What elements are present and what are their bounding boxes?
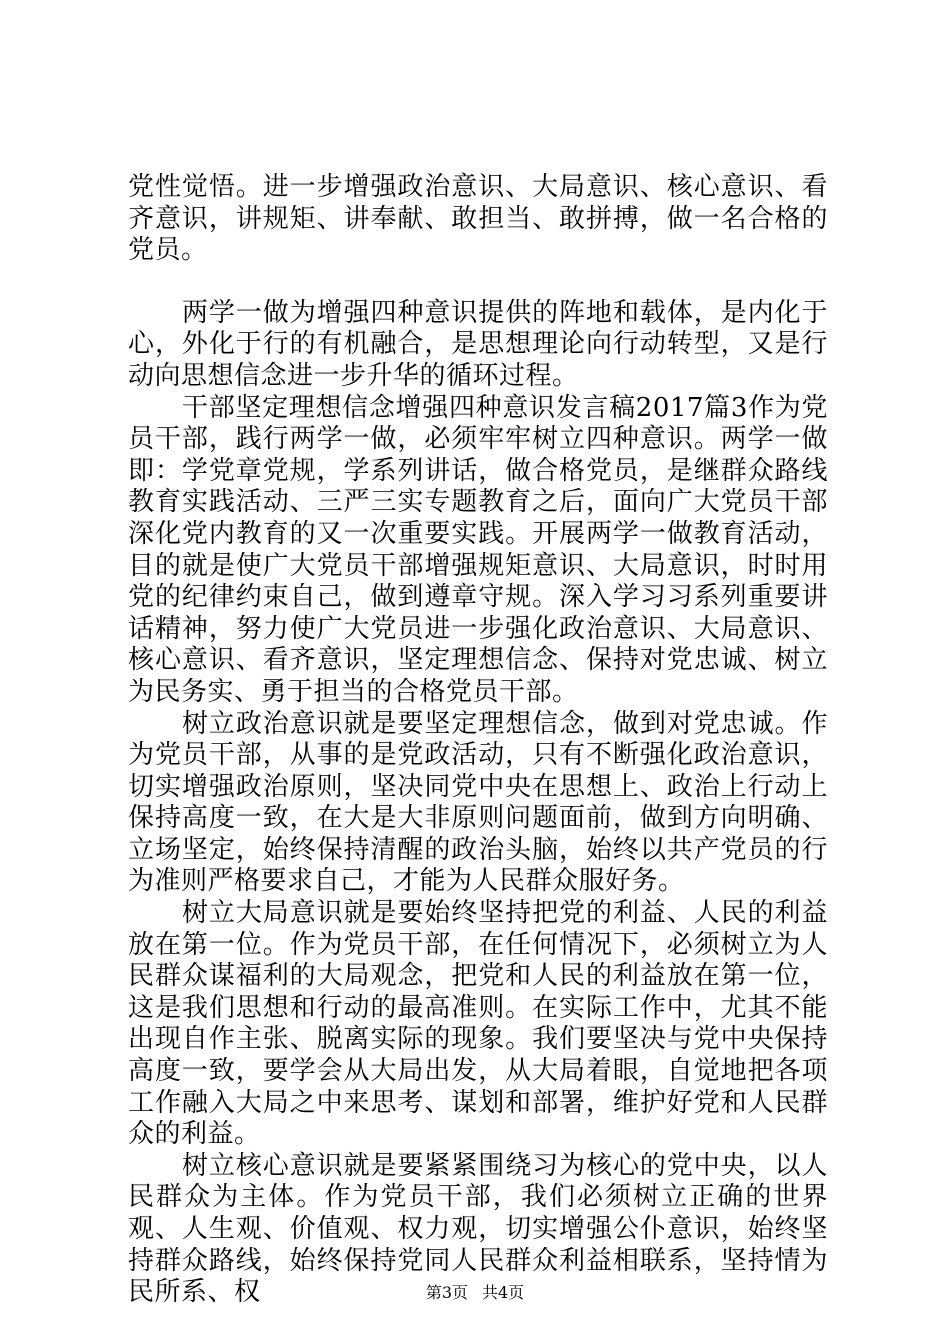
paragraph-overall-awareness: 树立大局意识就是要始终坚持把党的利益、人民的利益放在第一位。作为党员干部，在任何情况下，必须树立为人民群众谋福利的大局观念，把党和人民的利益放在第一位，这是我们思想和行动的最高准则。在实际工作中，尤其不能出现自作主张、脱离实际的现象。我们要坚决与党中央保持高度一致，要学会从大局出发，从大局着眼，自觉地把各项工作融入大局之中来思考、谋划和部署，维护好党和人民群众的利益。 [128,898,828,1150]
page-number: 第3页 [425,1283,468,1302]
page-total: 共4页 [482,1283,525,1302]
paragraph-two-study-one-do: 两学一做为增强四种意识提供的阵地和载体，是内化于心，外化于行的有机融合，是思想理论向行动转型，又是行动向思想信念进一步升华的循环过程。 [128,297,828,391]
document-body [128,172,828,1309]
paragraph-political-awareness: 树立政治意识就是要坚定理想信念，做到对党忠诚。作为党员干部，从事的是党政活动，只有不断强化政治意识，切实增强政治原则，坚决同党中央在思想上、政治上行动上保持高度一致，在大是大非原则问题面前，做到方向明确、立场坚定，始终保持清醒的政治头脑，始终以共产党员的行为准则严格要求自己，才能为人民群众服好务。 [128,708,828,897]
paragraph-continuation: 党性觉悟。进一步增强政治意识、大局意识、核心意识、看齐意识，讲规矩、讲奉献、敢担当、敢拼搏，做一名合格的党员。 [128,172,828,266]
paragraph-cadre-speech: 干部坚定理想信念增强四种意识发言稿2017篇3作为党员干部，践行两学一做，必须牢牢树立四种意识。两学一做即：学党章党规，学系列讲话，做合格党员，是继群众路线教育实践活动、三严三实专题教育之后，面向广大党员干部深化党内教育的又一次重要实践。开展两学一做教育活动，目的就是使广大党员干部增强规矩意识、大局意识，时时用党的纪律约束自己，做到遵章守规。深入学习习系列重要讲话精神，努力使广大党员进一步强化政治意识、大局意识、核心意识、看齐意识，坚定理想信念、保持对党忠诚、树立为民务实、勇于担当的合格党员干部。 [128,392,828,707]
page-footer [0,1283,950,1303]
paragraph-core-awareness: 树立核心意识就是要紧紧围绕习为核心的党中央，以人民群众为主体。作为党员干部，我们必须树立正确的世界观、人生观、价值观、权力观，切实增强公仆意识，始终坚持群众路线，始终保持党同人民群众利益相联系，坚持情为民所系、权 [128,1150,828,1308]
